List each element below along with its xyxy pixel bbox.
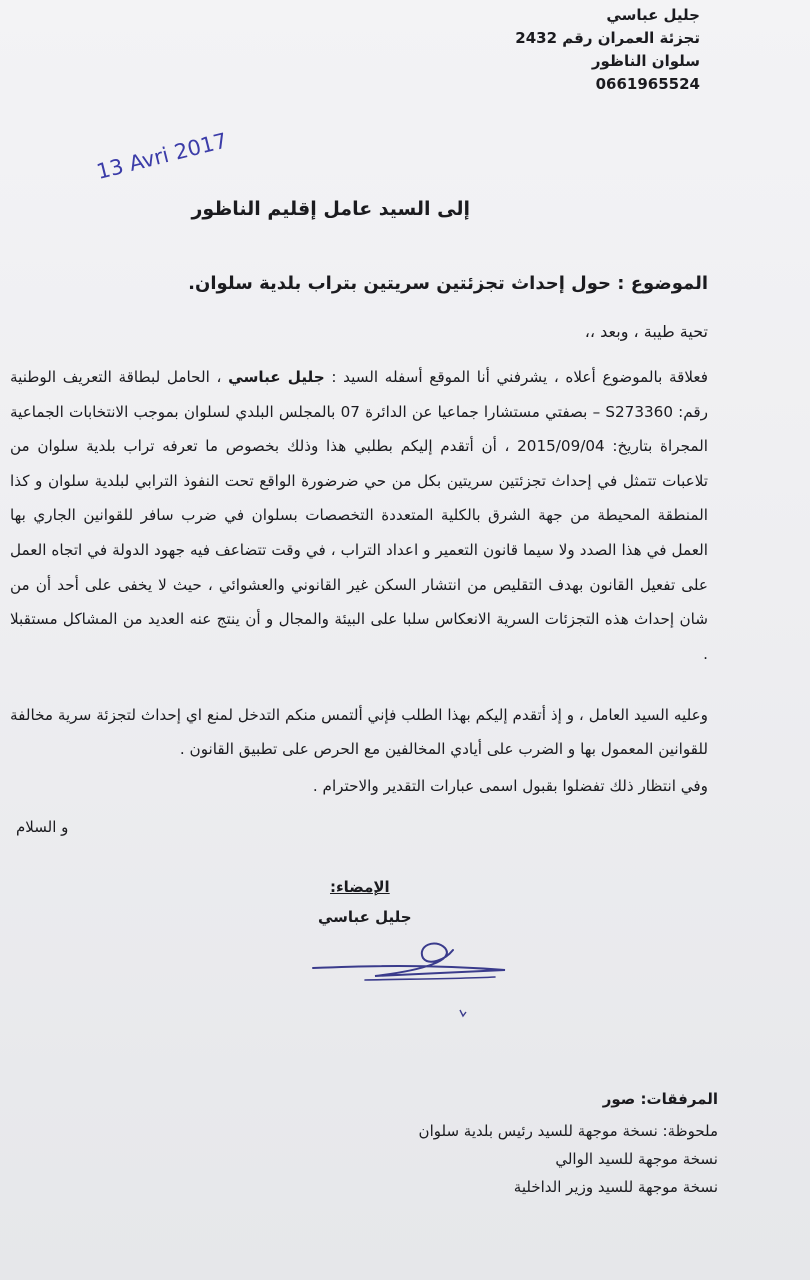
note-line: ملحوظة: نسخة موجهة للسيد رئيس بلدية سلوان bbox=[418, 1122, 718, 1140]
sender-phone: 0661965524 bbox=[595, 75, 700, 93]
addressee: إلى السيد عامل إقليم الناظور bbox=[191, 198, 470, 220]
sender-block bbox=[515, 4, 700, 96]
subject-line: الموضوع : حول إحداث تجزئتين سريتين بتراب بلدية سلوان. bbox=[188, 273, 708, 294]
greeting: تحية طيبة ، وبعد ،، bbox=[584, 322, 708, 341]
copy-line-governor: نسخة موجهة للسيد الوالي bbox=[555, 1150, 718, 1168]
request-paragraph: وعليه السيد العامل ، و إذ أتقدم إليكم بهذا الطلب فإني ألتمس منكم التدخل لمنع اي إحداث لتجزئة سرية مخالفة للقوانين المعمول بها و الضرب على أيادي المخالفين مع الحرص على تطبيق القانون . bbox=[10, 706, 708, 758]
body-sender-name: جليل عباسي bbox=[228, 368, 325, 386]
handwritten-signature bbox=[305, 930, 525, 1025]
closing-line: وفي انتظار ذلك تفضلوا بقبول اسمى عبارات التقدير والاحترام . bbox=[312, 777, 708, 795]
body-main-text: ، الحامل لبطاقة التعريف الوطنية رقم: S273360 – بصفتي مستشارا جماعيا عن الدائرة 07 بالمجلس البلدي لسلوان بموجب الانتخابات الجماعية المجراة بتاريخ: 2015/09/04 ، أن أتقدم إليكم بطلبي هذا وذلك بخصوص ما تعرفه تراب بلدية سلوان من تلاعبات تتمثل في إحداث تجزئتين سريتين بكل من حي ضرضورة الواقع تحت النفوذ الترابي لبلدية سلوان و كذا المنطقة المحيطة من جهة الشرق بالكلية المتعددة التخصصات بسلوان في ضرب سافر للقوانين الجاري بها العمل في هذا الصدد ولا سيما قانون التعمير و اعداد التراب ، في وقت تتضاعف فيه جهود الدولة في اتجاه العمل على تفعيل القانون بهدف التقليص من انتشار السكن غير القانوني والعشوائي ، حيث لا يخفى على أحد أن من شان إحداث هذه التجزئات السرية الانعكاس سلبا على البيئة والمجال و أن ينتج عنه العديد من المشاكل مستقبلا . bbox=[10, 368, 709, 663]
salutation: و السلام bbox=[16, 818, 69, 836]
sender-name: جليل عباسي bbox=[606, 6, 700, 24]
signature-name: جليل عباسي bbox=[318, 908, 412, 926]
body-intro: فعلاقة بالموضوع أعلاه ، يشرفني أنا الموقع أسفله السيد : bbox=[331, 368, 709, 386]
sender-city: سلوان الناظور bbox=[591, 52, 700, 70]
body-paragraph bbox=[10, 360, 708, 671]
attachments-line: المرفقات: صور bbox=[602, 1090, 718, 1108]
signature-label: الإمضاء: bbox=[330, 878, 390, 896]
date-stamp: 13 Avri 2017 bbox=[94, 128, 230, 184]
sender-address: تجزئة العمران رقم 2432 bbox=[515, 29, 700, 47]
copy-line-minister: نسخة موجهة للسيد وزير الداخلية bbox=[513, 1178, 718, 1196]
